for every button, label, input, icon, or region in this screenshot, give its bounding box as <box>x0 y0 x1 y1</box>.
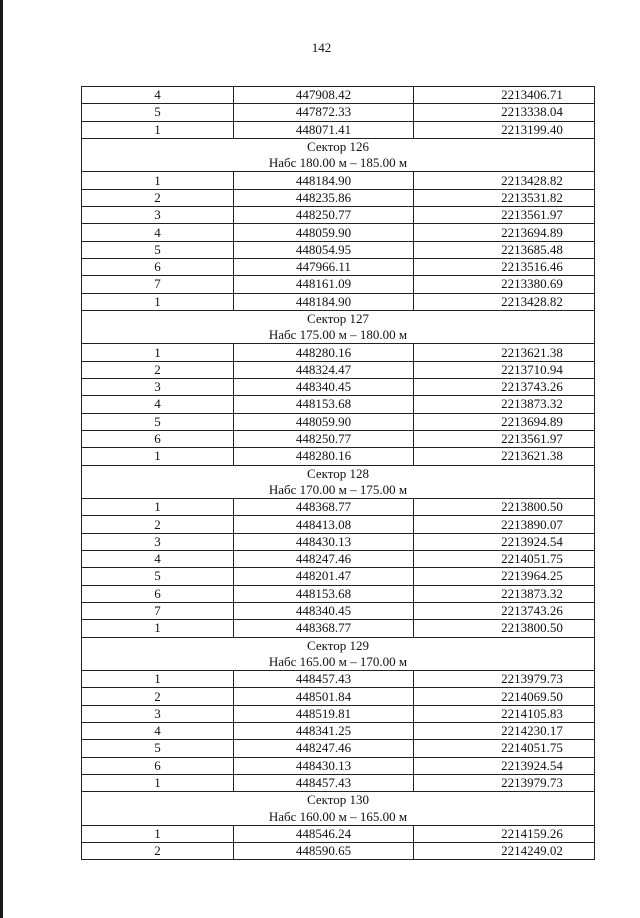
sector-height-range: Набс 175.00 м – 180.00 м <box>82 327 595 344</box>
x-coordinate-cell: 448430.13 <box>234 533 414 550</box>
point-cell: 1 <box>82 825 234 842</box>
table-row <box>82 172 595 189</box>
y-coordinate-cell: 2213890.07 <box>414 516 595 533</box>
x-coordinate-cell: 448324.47 <box>234 361 414 378</box>
point-cell: 3 <box>82 379 234 396</box>
x-coordinate-cell: 448250.77 <box>234 430 414 447</box>
y-coordinate-cell: 2213380.69 <box>414 276 595 293</box>
x-coordinate-cell: 448247.46 <box>234 551 414 568</box>
point-cell: 2 <box>82 688 234 705</box>
point-cell: 5 <box>82 104 234 121</box>
point-cell: 5 <box>82 413 234 430</box>
x-coordinate-cell: 448247.46 <box>234 740 414 757</box>
y-coordinate-cell: 2213873.32 <box>414 585 595 602</box>
table-row <box>82 344 595 361</box>
x-coordinate-cell: 448059.90 <box>234 413 414 430</box>
table-row <box>82 430 595 447</box>
point-cell: 1 <box>82 172 234 189</box>
point-cell: 5 <box>82 568 234 585</box>
table-row <box>82 757 595 774</box>
point-cell: 6 <box>82 430 234 447</box>
x-coordinate-cell: 448059.90 <box>234 224 414 241</box>
y-coordinate-cell: 2213800.50 <box>414 499 595 516</box>
x-coordinate-cell: 447872.33 <box>234 104 414 121</box>
point-cell: 1 <box>82 121 234 138</box>
sector-title: Сектор 130 <box>82 792 595 809</box>
sector-title-row <box>82 637 595 654</box>
sector-height-range: Набс 160.00 м – 165.00 м <box>82 808 595 825</box>
x-coordinate-cell: 448054.95 <box>234 241 414 258</box>
x-coordinate-cell: 448341.25 <box>234 722 414 739</box>
sector-height-range: Набс 180.00 м – 185.00 м <box>82 155 595 172</box>
point-cell: 6 <box>82 585 234 602</box>
point-cell: 1 <box>82 671 234 688</box>
sector-title-row <box>82 465 595 482</box>
x-coordinate-cell: 448368.77 <box>234 499 414 516</box>
table-row <box>82 396 595 413</box>
y-coordinate-cell: 2213873.32 <box>414 396 595 413</box>
table-row <box>82 499 595 516</box>
coordinates-table-body <box>82 87 595 860</box>
sector-title-row <box>82 310 595 327</box>
y-coordinate-cell: 2213800.50 <box>414 620 595 637</box>
x-coordinate-cell: 448201.47 <box>234 568 414 585</box>
x-coordinate-cell: 448590.65 <box>234 843 414 860</box>
table-row <box>82 568 595 585</box>
x-coordinate-cell: 448250.77 <box>234 207 414 224</box>
x-coordinate-cell: 448184.90 <box>234 293 414 310</box>
y-coordinate-cell: 2213964.25 <box>414 568 595 585</box>
x-coordinate-cell: 448071.41 <box>234 121 414 138</box>
point-cell: 3 <box>82 533 234 550</box>
y-coordinate-cell: 2213561.97 <box>414 207 595 224</box>
x-coordinate-cell: 448413.08 <box>234 516 414 533</box>
y-coordinate-cell: 2213338.04 <box>414 104 595 121</box>
y-coordinate-cell: 2213531.82 <box>414 189 595 206</box>
y-coordinate-cell: 2213924.54 <box>414 533 595 550</box>
point-cell: 7 <box>82 602 234 619</box>
table-row <box>82 104 595 121</box>
y-coordinate-cell: 2213743.26 <box>414 602 595 619</box>
table-row <box>82 740 595 757</box>
x-coordinate-cell: 447908.42 <box>234 87 414 104</box>
y-coordinate-cell: 2213621.38 <box>414 448 595 465</box>
y-coordinate-cell: 2213516.46 <box>414 258 595 275</box>
y-coordinate-cell: 2213694.89 <box>414 224 595 241</box>
y-coordinate-cell: 2213694.89 <box>414 413 595 430</box>
table-row <box>82 121 595 138</box>
table-row <box>82 207 595 224</box>
point-cell: 1 <box>82 344 234 361</box>
y-coordinate-cell: 2213199.40 <box>414 121 595 138</box>
y-coordinate-cell: 2214069.50 <box>414 688 595 705</box>
point-cell: 4 <box>82 551 234 568</box>
y-coordinate-cell: 2213924.54 <box>414 757 595 774</box>
table-row <box>82 516 595 533</box>
sector-height-range: Набс 170.00 м – 175.00 м <box>82 482 595 499</box>
table-row <box>82 620 595 637</box>
x-coordinate-cell: 448153.68 <box>234 396 414 413</box>
table-row <box>82 843 595 860</box>
y-coordinate-cell: 2213428.82 <box>414 172 595 189</box>
sector-height-range-row <box>82 808 595 825</box>
sector-title: Сектор 128 <box>82 465 595 482</box>
point-cell: 5 <box>82 241 234 258</box>
point-cell: 2 <box>82 843 234 860</box>
y-coordinate-cell: 2214105.83 <box>414 705 595 722</box>
y-coordinate-cell: 2213743.26 <box>414 379 595 396</box>
point-cell: 6 <box>82 757 234 774</box>
table-row <box>82 379 595 396</box>
sector-height-range-row <box>82 482 595 499</box>
table-row <box>82 241 595 258</box>
sector-title: Сектор 127 <box>82 310 595 327</box>
x-coordinate-cell: 448457.43 <box>234 671 414 688</box>
table-row <box>82 276 595 293</box>
y-coordinate-cell: 2213710.94 <box>414 361 595 378</box>
y-coordinate-cell: 2214159.26 <box>414 825 595 842</box>
coordinates-table <box>81 86 595 860</box>
sector-title: Сектор 126 <box>82 138 595 155</box>
y-coordinate-cell: 2213979.73 <box>414 774 595 791</box>
y-coordinate-cell: 2213621.38 <box>414 344 595 361</box>
table-row <box>82 361 595 378</box>
point-cell: 1 <box>82 448 234 465</box>
sector-title: Сектор 129 <box>82 637 595 654</box>
y-coordinate-cell: 2213685.48 <box>414 241 595 258</box>
sector-height-range-row <box>82 327 595 344</box>
x-coordinate-cell: 447966.11 <box>234 258 414 275</box>
x-coordinate-cell: 448280.16 <box>234 448 414 465</box>
y-coordinate-cell: 2213979.73 <box>414 671 595 688</box>
point-cell: 5 <box>82 740 234 757</box>
point-cell: 4 <box>82 396 234 413</box>
page-number: 142 <box>311 40 332 55</box>
x-coordinate-cell: 448501.84 <box>234 688 414 705</box>
point-cell: 4 <box>82 224 234 241</box>
x-coordinate-cell: 448280.16 <box>234 344 414 361</box>
sector-height-range-row <box>82 654 595 671</box>
table-row <box>82 688 595 705</box>
table-row <box>82 722 595 739</box>
x-coordinate-cell: 448340.45 <box>234 602 414 619</box>
point-cell: 3 <box>82 207 234 224</box>
x-coordinate-cell: 448153.68 <box>234 585 414 602</box>
table-row <box>82 774 595 791</box>
x-coordinate-cell: 448161.09 <box>234 276 414 293</box>
table-row <box>82 551 595 568</box>
point-cell: 2 <box>82 516 234 533</box>
point-cell: 1 <box>82 774 234 791</box>
y-coordinate-cell: 2214249.02 <box>414 843 595 860</box>
table-row <box>82 87 595 104</box>
table-row <box>82 705 595 722</box>
point-cell: 4 <box>82 722 234 739</box>
sector-title-row <box>82 792 595 809</box>
sector-height-range: Набс 165.00 м – 170.00 м <box>82 654 595 671</box>
table-row <box>82 585 595 602</box>
table-row <box>82 448 595 465</box>
point-cell: 4 <box>82 87 234 104</box>
point-cell: 2 <box>82 361 234 378</box>
point-cell: 3 <box>82 705 234 722</box>
point-cell: 6 <box>82 258 234 275</box>
x-coordinate-cell: 448235.86 <box>234 189 414 206</box>
sector-title-row <box>82 138 595 155</box>
table-row <box>82 224 595 241</box>
table-row <box>82 413 595 430</box>
point-cell: 2 <box>82 189 234 206</box>
y-coordinate-cell: 2214230.17 <box>414 722 595 739</box>
x-coordinate-cell: 448519.81 <box>234 705 414 722</box>
table-row <box>82 825 595 842</box>
x-coordinate-cell: 448184.90 <box>234 172 414 189</box>
point-cell: 1 <box>82 293 234 310</box>
y-coordinate-cell: 2214051.75 <box>414 740 595 757</box>
x-coordinate-cell: 448340.45 <box>234 379 414 396</box>
sector-height-range-row <box>82 155 595 172</box>
point-cell: 1 <box>82 620 234 637</box>
y-coordinate-cell: 2213428.82 <box>414 293 595 310</box>
y-coordinate-cell: 2213561.97 <box>414 430 595 447</box>
x-coordinate-cell: 448430.13 <box>234 757 414 774</box>
table-row <box>82 671 595 688</box>
y-coordinate-cell: 2214051.75 <box>414 551 595 568</box>
table-row <box>82 602 595 619</box>
point-cell: 1 <box>82 499 234 516</box>
point-cell: 7 <box>82 276 234 293</box>
x-coordinate-cell: 448368.77 <box>234 620 414 637</box>
y-coordinate-cell: 2213406.71 <box>414 87 595 104</box>
table-row <box>82 258 595 275</box>
table-row <box>82 189 595 206</box>
table-row <box>82 533 595 550</box>
table-row <box>82 293 595 310</box>
x-coordinate-cell: 448546.24 <box>234 825 414 842</box>
x-coordinate-cell: 448457.43 <box>234 774 414 791</box>
